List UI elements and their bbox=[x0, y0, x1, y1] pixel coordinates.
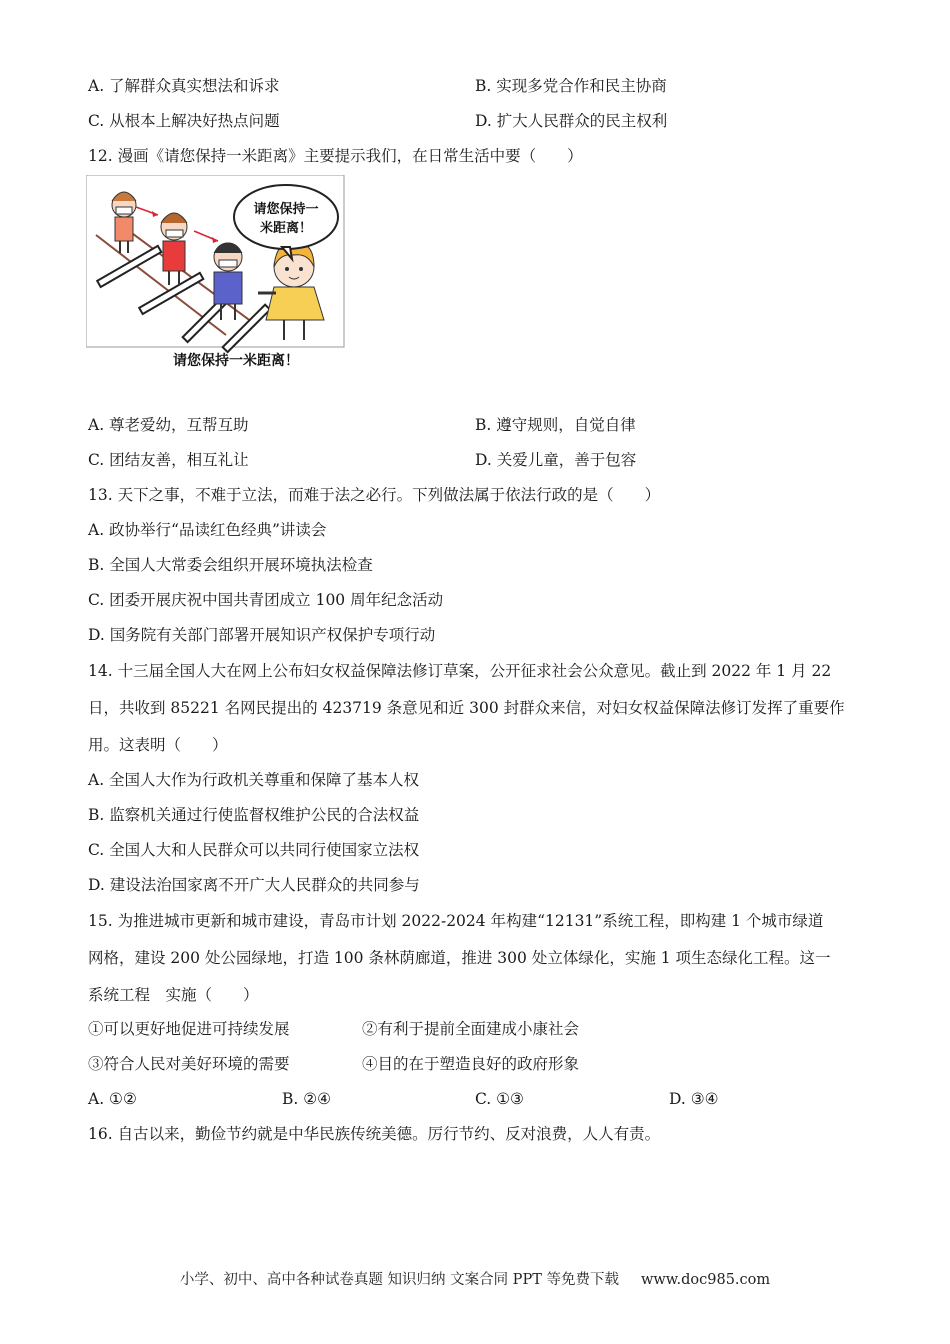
q15-option-a: A. ①② bbox=[88, 1090, 137, 1108]
q13-option-b: B. 全国人大常委会组织开展环境执法检查 bbox=[88, 556, 373, 574]
q14-option-a: A. 全国人大作为行政机关尊重和保障了基本人权 bbox=[88, 771, 420, 789]
q15-stem-line-2: 网格，建设 200 处公园绿地，打造 100 条林荫廊道，推进 300 处立体绿化，实施 1 项生态绿化工程。这一 bbox=[88, 949, 831, 967]
q12-option-a: A. 尊老爱幼，互帮互助 bbox=[88, 416, 249, 434]
cartoon-caption: 请您保持一米距离！ bbox=[173, 353, 299, 369]
distance-cartoon bbox=[86, 175, 348, 375]
q13-option-a: A. 政协举行“品读红色经典”讲读会 bbox=[88, 521, 327, 539]
q15-option-b: B. ②④ bbox=[282, 1090, 332, 1108]
q15-statement-1: ①可以更好地促进可持续发展 bbox=[88, 1020, 290, 1038]
q12-option-b: B. 遵守规则，自觉自律 bbox=[475, 416, 636, 434]
page-footer bbox=[0, 1268, 950, 1289]
bubble-text-line-1: 请您保持一 bbox=[253, 202, 319, 217]
q14-option-c: C. 全国人大和人民群众可以共同行使国家立法权 bbox=[88, 841, 420, 859]
q11-option-b: B. 实现多党合作和民主协商 bbox=[475, 77, 667, 95]
q12-option-c: C. 团结友善，相互礼让 bbox=[88, 451, 249, 469]
q11-option-d: D. 扩大人民群众的民主权利 bbox=[475, 112, 668, 130]
q11-option-a: A. 了解群众真实想法和诉求 bbox=[88, 77, 280, 95]
q14-option-b: B. 监察机关通过行使监督权维护公民的合法权益 bbox=[88, 806, 420, 824]
q15-statement-2: ②有利于提前全面建成小康社会 bbox=[362, 1020, 580, 1038]
q14-stem-line-2: 日，共收到 85221 名网民提出的 423719 条意见和近 300 封群众来信，对妇女权益保障法修订发挥了重要作 bbox=[88, 699, 845, 717]
q13-stem: 13. 天下之事，不难于立法，而难于法之必行。下列做法属于依法行政的是（ ） bbox=[88, 486, 661, 504]
q14-option-d: D. 建设法治国家离不开广大人民群众的共同参与 bbox=[88, 876, 420, 894]
bubble-text-line-2: 米距离！ bbox=[259, 221, 313, 236]
footer-site-link[interactable]: www.doc985.com bbox=[640, 1272, 771, 1288]
q14-stem-line-1: 14. 十三届全国人大在网上公布妇女权益保障法修订草案，公开征求社会公众意见。截止到 2022 年 1 月 22 bbox=[88, 662, 832, 680]
q15-stem-line-1: 15. 为推进城市更新和城市建设，青岛市计划 2022-2024 年构建“12131”系统工程，即构建 1 个城市绿道 bbox=[88, 912, 824, 930]
q12-option-d: D. 关爱儿童，善于包容 bbox=[475, 451, 637, 469]
q13-option-d: D. 国务院有关部门部署开展知识产权保护专项行动 bbox=[88, 626, 436, 644]
q14-stem-line-3: 用。这表明（ ） bbox=[88, 736, 228, 754]
q15-statement-4: ④目的在于塑造良好的政府形象 bbox=[362, 1055, 580, 1073]
q15-statement-3: ③符合人民对美好环境的需要 bbox=[88, 1055, 290, 1073]
q15-stem-line-3: 系统工程 实施（ ） bbox=[88, 986, 259, 1004]
q12-stem: 12. 漫画《请您保持一米距离》主要提示我们，在日常生活中要（ ） bbox=[88, 147, 583, 165]
footer-text: 小学、初中、高中各种试卷真题 知识归纳 文案合同 PPT 等免费下载 bbox=[179, 1272, 619, 1288]
q15-option-c: C. ①③ bbox=[475, 1090, 524, 1108]
q16-stem: 16. 自古以来，勤俭节约就是中华民族传统美德。厉行节约、反对浪费，人人有责。 bbox=[88, 1125, 661, 1143]
q11-option-c: C. 从根本上解决好热点问题 bbox=[88, 112, 280, 130]
q15-option-d: D. ③④ bbox=[669, 1090, 719, 1108]
q13-option-c: C. 团委开展庆祝中国共青团成立 100 周年纪念活动 bbox=[88, 591, 444, 609]
